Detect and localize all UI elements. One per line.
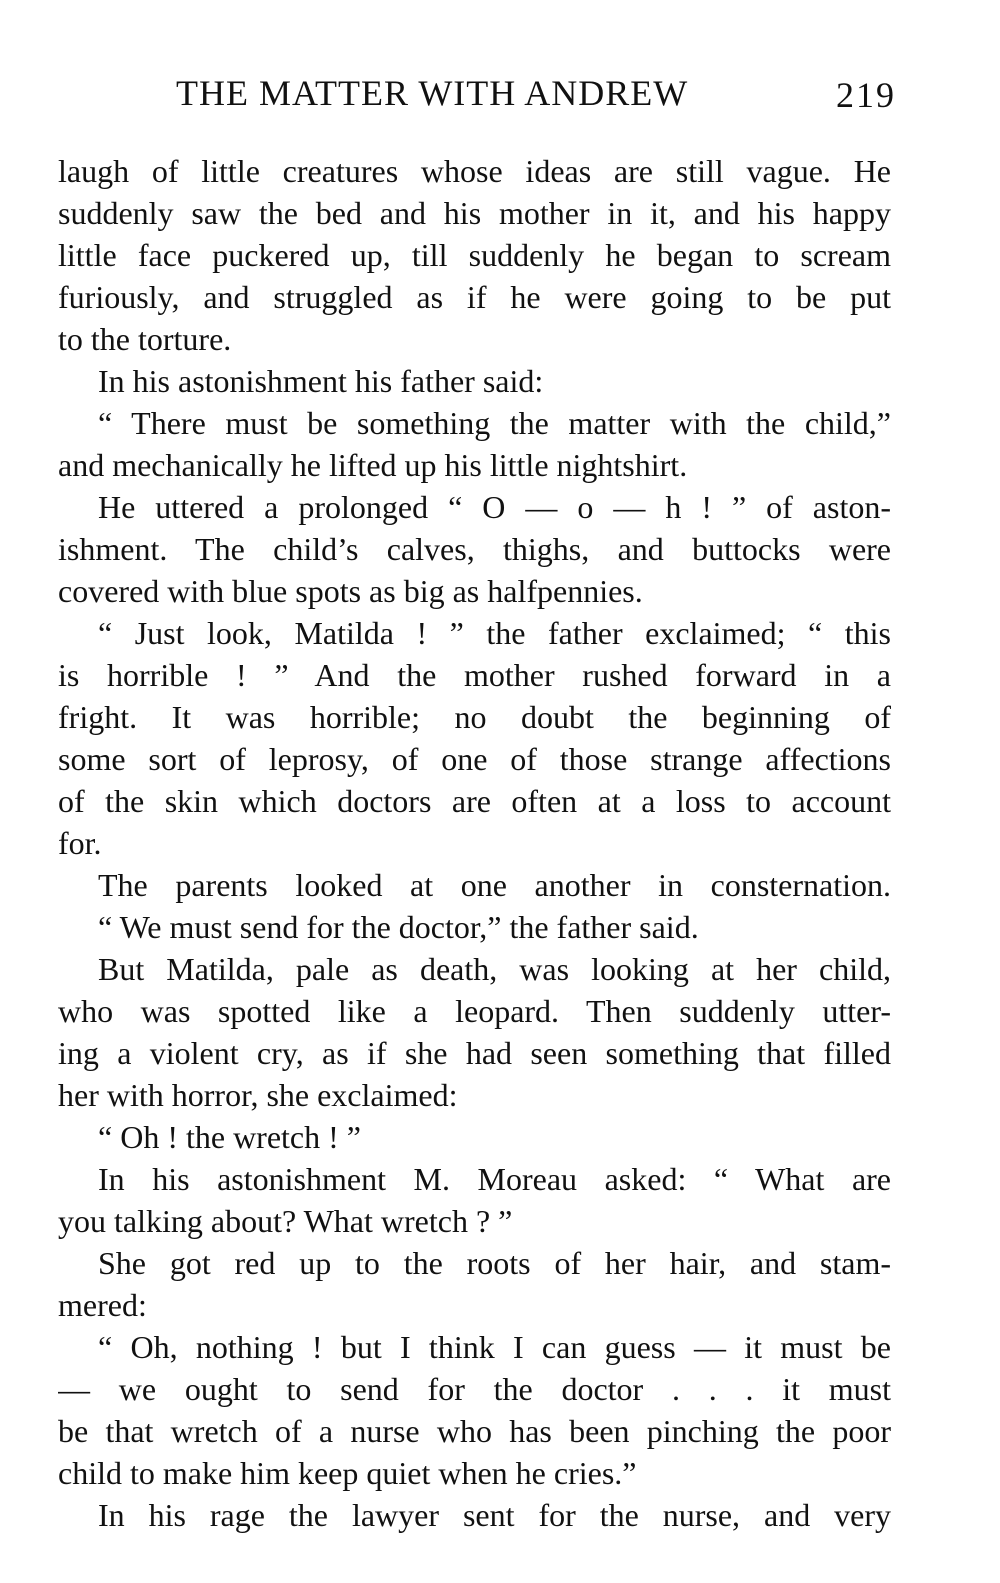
text-line: laugh of little creatures whose ideas are still vague. He: [58, 153, 891, 189]
text-line: The parents looked at one another in consternation.: [98, 867, 891, 903]
text-line: “ Just look, Matilda ! ” the father exclaimed; “ this: [98, 615, 891, 651]
text-line: be that wretch of a nurse who has been pinching the poor: [58, 1413, 891, 1449]
text-line: her with horror, she exclaimed:: [58, 1077, 458, 1113]
running-title: THE MATTER WITH ANDREW: [176, 73, 689, 113]
text-line: In his astonishment M. Moreau asked: “ What are: [98, 1161, 891, 1197]
text-line: He uttered a prolonged “ O — o — h ! ” of aston-: [98, 489, 891, 525]
text-line: In his rage the lawyer sent for the nurse, and very: [98, 1497, 891, 1533]
text-line: She got red up to the roots of her hair, and stam-: [98, 1245, 891, 1281]
text-line: — we ought to send for the doctor . . . it must: [58, 1371, 891, 1407]
text-line: and mechanically he lifted up his little nightshirt.: [58, 447, 688, 483]
running-head: [56, 72, 896, 122]
text-line: fright. It was horrible; no doubt the beginning of: [58, 699, 891, 735]
text-line: But Matilda, pale as death, was looking at her child,: [98, 951, 891, 987]
text-line: “ There must be something the matter with the child,”: [98, 405, 891, 441]
text-line: “ Oh ! the wretch ! ”: [98, 1119, 361, 1155]
text-line: “ Oh, nothing ! but I think I can guess — it must be: [98, 1329, 891, 1365]
text-line: child to make him keep quiet when he cries.”: [58, 1455, 637, 1491]
text-line: ishment. The child’s calves, thighs, and buttocks were: [58, 531, 891, 567]
text-line: In his astonishment his father said:: [98, 363, 544, 399]
page-number: 219: [836, 75, 896, 115]
text-line: some sort of leprosy, of one of those strange affections: [58, 741, 891, 777]
text-line: “ We must send for the doctor,” the father said.: [98, 909, 699, 945]
text-line: covered with blue spots as big as halfpennies.: [58, 573, 643, 609]
text-line: who was spotted like a leopard. Then suddenly utter-: [58, 993, 891, 1029]
text-line: for.: [58, 825, 102, 861]
text-line: to the torture.: [58, 321, 232, 357]
text-line: furiously, and struggled as if he were going to be put: [58, 279, 891, 315]
text-line: mered:: [58, 1287, 147, 1323]
text-line: of the skin which doctors are often at a loss to account: [58, 783, 891, 819]
text-line: suddenly saw the bed and his mother in it, and his happy: [58, 195, 891, 231]
text-line: little face puckered up, till suddenly he began to scream: [58, 237, 891, 273]
body-text: [58, 150, 891, 1536]
text-line: is horrible ! ” And the mother rushed forward in a: [58, 657, 891, 693]
text-line: you talking about? What wretch ? ”: [58, 1203, 513, 1239]
text-line: ing a violent cry, as if she had seen something that filled: [58, 1035, 891, 1071]
